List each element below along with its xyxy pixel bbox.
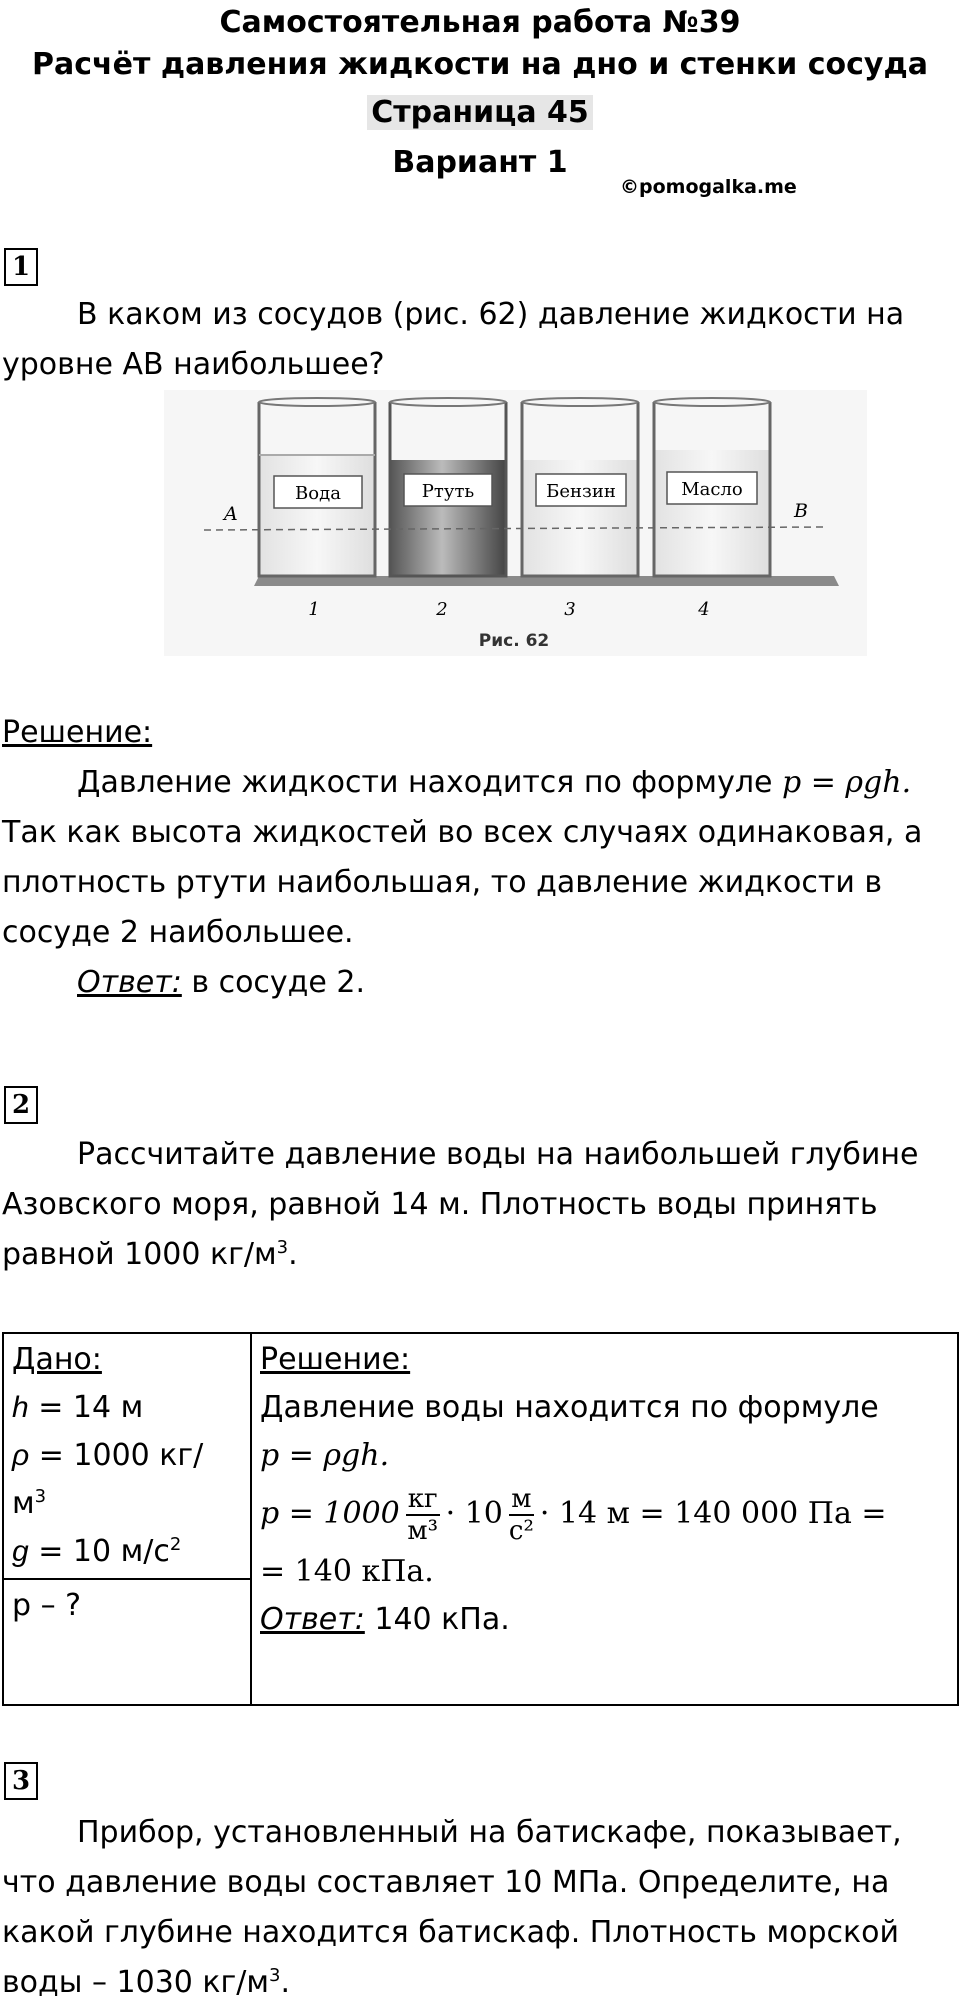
formula: p = ρgh. xyxy=(782,765,912,800)
calculation xyxy=(260,1480,949,1548)
question-text: Прибор, установленный на батискафе, показывает, что давление воды составляет 10 МПа. Определите, на какой глубине находится батискаф. Плотность морской воды – 1030 кг/м xyxy=(2,1815,902,2000)
fraction-kg-m3 xyxy=(406,1484,440,1546)
answer-label: Ответ: xyxy=(260,1602,365,1637)
question-text: Рассчитайте давление воды на наибольшей глубине Азовского моря, равной 14 м. Плотность воды принять равной 1000 кг/м xyxy=(2,1137,919,1272)
figure-vessels xyxy=(164,390,867,656)
fraction-2-bottom: с² xyxy=(508,1515,534,1546)
label-oil: Масло xyxy=(681,479,743,500)
task-2-question xyxy=(2,1130,942,1280)
question-superscript: 3 xyxy=(276,1237,289,1258)
solution-prefix: Давление жидкости находится по формуле xyxy=(77,765,773,800)
solution-label: Решение: xyxy=(260,1342,411,1377)
symbol-g: g xyxy=(12,1535,29,1568)
point-a-label: A xyxy=(224,503,238,525)
solution-label: Решение: xyxy=(2,715,153,750)
rho-superscript: 3 xyxy=(34,1486,47,1507)
task-2-answer xyxy=(260,1596,949,1644)
find-cell xyxy=(3,1579,251,1705)
find-text: p – ? xyxy=(12,1588,82,1623)
calc-line-2: = 140 кПа. xyxy=(260,1554,434,1589)
task-3-question xyxy=(2,1808,942,2008)
formula: p = ρgh. xyxy=(260,1438,390,1473)
vessel-number-4: 4 xyxy=(698,599,710,620)
given-solution-table xyxy=(2,1332,959,1706)
question-end: . xyxy=(288,1237,298,1272)
answer-text: в сосуде 2. xyxy=(191,965,366,1000)
task-2-number: 2 xyxy=(4,1086,38,1124)
given-rho xyxy=(12,1432,242,1528)
given-h xyxy=(12,1384,242,1432)
solution-text: Так как высота жидкостей во всех случаях одинаковая, а плотность ртути наибольшая, то давление жидкости в сосуде 2 наибольшее. xyxy=(2,815,923,950)
vessel-number-1: 1 xyxy=(308,599,320,620)
calc-start: p = 1000 xyxy=(260,1496,400,1531)
task-1-number: 1 xyxy=(4,248,38,286)
calc-mid: · 10 xyxy=(445,1496,503,1531)
page-number-label: Страница 45 xyxy=(367,95,593,130)
value-rho: = 1000 кг/ м xyxy=(12,1438,204,1521)
fraction-1-bottom: м³ xyxy=(407,1515,439,1546)
answer-label: Ответ: xyxy=(77,965,182,1000)
fraction-2-top: м xyxy=(509,1484,534,1516)
question-end: . xyxy=(280,1965,291,2000)
task-3-number: 3 xyxy=(4,1762,38,1800)
vessel-number-2: 2 xyxy=(436,599,448,620)
value-h: = 14 м xyxy=(28,1390,144,1425)
calc-end: · 14 м = 140 000 Па = xyxy=(539,1496,887,1531)
worksheet-title: Самостоятельная работа №39 xyxy=(219,5,741,40)
fraction-1-top: кг xyxy=(407,1483,438,1514)
task-1-question: В каком из сосудов (рис. 62) давление жидкости на уровне АВ наибольшее? xyxy=(2,297,905,382)
figure-caption: Рис. 62 xyxy=(478,631,550,651)
variant-label: Вариант 1 xyxy=(392,145,568,180)
solution-cell xyxy=(251,1333,958,1705)
answer-text: 140 кПа. xyxy=(374,1602,510,1637)
point-b-label: B xyxy=(794,500,808,522)
task-1-answer xyxy=(2,958,942,1008)
copyright-text: ©pomogalka.me xyxy=(620,176,797,198)
worksheet-topic: Расчёт давления жидкости на дно и стенки сосуда xyxy=(32,47,928,82)
fraction-m-s2 xyxy=(509,1484,534,1546)
g-superscript: 2 xyxy=(169,1534,182,1555)
value-g: = 10 м/с xyxy=(28,1534,170,1569)
given-label: Дано: xyxy=(12,1342,102,1377)
task-1-solution-label xyxy=(2,708,942,758)
vessels-illustration xyxy=(164,390,867,656)
page-number xyxy=(0,90,960,136)
vessel-number-3: 3 xyxy=(564,599,576,620)
symbol-rho: ρ xyxy=(12,1439,30,1472)
label-gasoline: Бензин xyxy=(546,481,616,502)
task-1-solution xyxy=(2,758,942,958)
given-g xyxy=(12,1528,242,1576)
symbol-h: h xyxy=(12,1391,29,1424)
solution-line: Давление воды находится по формуле xyxy=(260,1390,879,1425)
label-water: Вода xyxy=(295,483,341,504)
given-cell xyxy=(3,1333,251,1579)
question-superscript: 3 xyxy=(269,1965,281,1986)
label-mercury: Ртуть xyxy=(421,481,475,502)
